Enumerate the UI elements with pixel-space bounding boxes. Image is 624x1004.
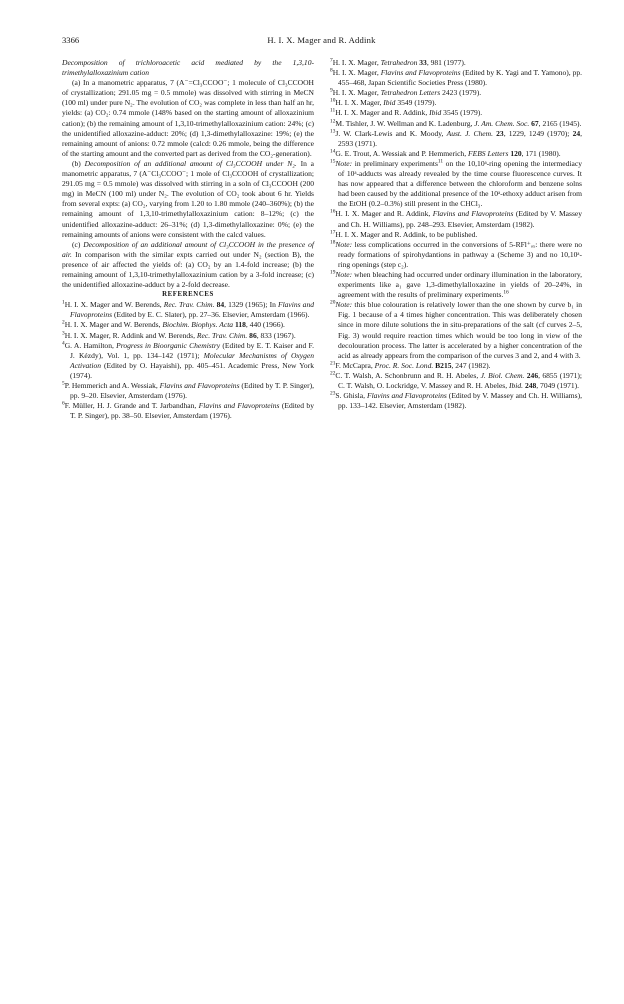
reference-authors: H. I. X. Mager and R. Addink, to be published.	[335, 229, 478, 239]
reference-details: , 981 (1977).	[426, 58, 466, 67]
reference-authors: H. I. X. Mager and R. Addink,	[335, 209, 433, 219]
reference-details: (Edited by V. Massey and Ch. H. Williams), pp. 248–293. Elsevier, Amsterdam (1982).	[338, 209, 583, 229]
reference-volume: 118	[233, 320, 246, 330]
reference-number: 1	[62, 299, 65, 306]
reference-volume: 23	[492, 128, 504, 138]
reference-item	[330, 361, 582, 371]
reference-item	[330, 68, 582, 88]
left-column	[62, 58, 314, 421]
reference-item	[330, 240, 582, 270]
reference-item	[330, 159, 582, 209]
paragraph-c-title: Decomposition of an additional amount of Cl₃CCOOH in the presence of air.	[62, 239, 314, 259]
reference-details: (Edited by K. Yagi and T. Yamono), pp. 455–468, Japan Scientific Societies Press (1980).	[338, 68, 583, 88]
reference-item	[330, 391, 582, 411]
reference-authors: F. McCapra,	[335, 360, 375, 370]
reference-number: 19	[330, 269, 336, 276]
reference-authors: H. I. X. Mager,	[335, 98, 384, 108]
reference-source: Flavins and Flavoproteins	[380, 68, 461, 78]
reference-number: 22	[330, 370, 336, 377]
reference-authors: H. I. X. Mager and W. Berends,	[64, 320, 163, 330]
reference-number: 10	[330, 97, 336, 104]
reference-source: Rec. Trav. Chim.	[196, 330, 248, 340]
reference-number: 18	[330, 239, 336, 246]
reference-item	[330, 371, 582, 391]
reference-item	[330, 149, 582, 159]
reference-number: 7	[330, 57, 333, 64]
reference-number: 23	[330, 390, 336, 397]
reference-authors: H. I. X. Mager,	[332, 68, 381, 78]
reference-volume: 86	[247, 330, 257, 340]
reference-details: (Edited by T. P. Singer), pp. 9–20. Elsevier, Amsterdam (1976).	[70, 381, 314, 401]
reference-authors: H. I. X. Mager and R. Addink,	[335, 108, 430, 118]
note-text: this blue colouration is relatively lower than the one shown by curve b₁ in Fig. 1 because of a 4 times higher concentration. This was deliberately chosen since in more dilute solutions the in situ-preparations of the salt (cf curves 2–5, Fig. 3) would require reaction times which would be too long in view of the decolouration process. The latter is accelerated by a higher concentration of the acid as already appears from the comparison of the curves 3 and 2, and 4 with 3.	[338, 300, 582, 360]
reference-details: , 1229, 1249 (1970);	[503, 128, 573, 138]
reference-source: Flavins and Flavoproteins	[159, 381, 240, 390]
reference-authors: S. Ghisla,	[335, 391, 367, 401]
reference-number: 2	[62, 319, 65, 326]
reference-authors: H. I. X. Mager,	[332, 58, 381, 67]
note-label: Note:	[335, 239, 353, 249]
reference-details: 2423 (1979).	[440, 88, 482, 98]
reference-number: 16	[330, 208, 336, 215]
paragraph-c	[62, 240, 314, 290]
reference-authors: J. W. Clark-Lewis and K. Moody,	[335, 128, 447, 138]
reference-source: Ibid	[429, 108, 442, 118]
reference-details: (Edited by V. Massey and Ch. H. Williams), pp. 133–142. Elsevier, Amsterdam (1982).	[338, 391, 582, 411]
reference-item	[62, 320, 314, 330]
reference-details: 3545 (1979).	[441, 108, 483, 118]
reference-volume: 246	[524, 370, 539, 380]
reference-authors: G. E. Trout, A. Wessiak and P. Hemmerich,	[335, 148, 468, 158]
reference-item	[62, 381, 314, 401]
reference-authors: F. Müller, H. J. Grande and T. Jarbandhan,	[64, 401, 199, 411]
reference-source: J. Biol. Chem.	[480, 370, 525, 380]
reference-source: Tetrahedron Letters	[380, 88, 441, 98]
reference-authors: H. I. X. Mager and W. Berends,	[64, 300, 164, 310]
reference-source: Ibid	[383, 98, 396, 108]
section-title: Decomposition of trichloroacetic acid mediated by the 1,3,10-trimethylalloxazinium cation	[62, 58, 314, 78]
paragraph-b-body: In a manometric apparatus, 7 (A⁻Cl₃CCOO⁻; 1 mole of Cl₃CCOOH of crystallization; 291.05 mg = 0.5 mmole) was dissolved with stirring in a soln of Cl₃CCOOH (200 mg) in MeCN (100 ml) under N₂. The evolution of CO₂ took about 6 hr. Yields from several expts: (a) CO₂, varying from 1.20 to 1.80 mmole (240–360%); (b) the remaining amount of 1,3,10-trimethylalloxazinium cation: 8–12%; (c) the unidentified alloxazine-adduct: 26–31%; (d) 1,3-dimethylalloxazine: 0%; (e) the remaining amounts of anions were consistent with the calcd values.	[62, 158, 314, 239]
reference-details: (Edited by E. T. Kaiser and F. J. Kézdy), Vol. 1, pp. 134–142 (1971);	[70, 340, 314, 360]
running-title: H. I. X. Mager and R. Addink	[267, 35, 376, 45]
reference-number: 12	[330, 118, 336, 125]
reference-details: , 247 (1982).	[451, 360, 491, 370]
reference-authors: H. I. X. Mager, R. Addink and W. Berends,	[64, 330, 197, 340]
reference-item	[330, 119, 582, 129]
reference-number: 21	[330, 360, 336, 367]
citation-superscript: 16	[503, 289, 509, 296]
reference-volume: 67	[529, 118, 539, 128]
reference-item	[330, 129, 582, 149]
reference-volume: 84	[214, 300, 225, 310]
note-text: in preliminary experiments	[352, 158, 438, 168]
reference-item	[330, 270, 582, 300]
reference-number: 11	[330, 107, 336, 114]
reference-number: 9	[330, 87, 333, 94]
note-label: Note:	[335, 269, 353, 279]
reference-number: 4	[62, 340, 65, 347]
reference-authors: M. Tishler, J. W. Wellman and K. Ladenburg,	[335, 118, 475, 128]
reference-number: 20	[330, 299, 336, 306]
paragraph-c-label: (c)	[72, 239, 81, 249]
reference-item	[62, 300, 314, 320]
reference-source: FEBS Letters	[467, 148, 509, 158]
reference-number: 5	[62, 380, 65, 387]
reference-item	[62, 401, 314, 421]
reference-details: , 171 (1980).	[521, 148, 561, 158]
reference-volume: 33	[417, 58, 427, 67]
note-text: when bleaching had occurred under ordinary illumination in the laboratory, experiments like a₁ gave 1,3-dimethylalloxazine in yields of 20–24%, in agreement with the results of preliminary experiments.	[338, 269, 582, 300]
reference-details: , 1329 (1965); In	[224, 300, 278, 310]
reference-item	[330, 88, 582, 98]
reference-source: Biochim. Biophys. Acta	[162, 320, 234, 330]
reference-details: , 440 (1966).	[245, 320, 285, 330]
reference-authors: H. I. X. Mager,	[332, 88, 381, 98]
note-label: Note:	[335, 158, 353, 168]
note-label: Note:	[335, 300, 353, 310]
reference-number: 15	[330, 158, 336, 165]
reference-source: Flavins and Flavoproteins	[70, 300, 314, 320]
note-text: on the 10,10ᵃ-ring opening the intermediacy of 10ᵃ-adducts was already revealed by the time course fluorescence curves. It has now appeared that a difference between the chloroform and benzene solns had been caused by the additional presence of the 10ᵃ-ethoxy adduct arisen from the EtOH (0.2–0.3%) still present in the CHCl₃.	[338, 158, 582, 209]
reference-authors: P. Hemmerich and A. Wessiak,	[64, 381, 160, 390]
reference-volume: B215	[433, 360, 452, 370]
note-text: less complications occurred in the conversions of 5-RFl⁺ₒₓ: there were no ready formations of spirohydantions in pathway a (Scheme 3) and no 10,10ᵃ-ring openings (step c₂).	[338, 239, 582, 269]
reference-details: (Edited by T. P. Singer), pp. 38–50. Elsevier, Amsterdam (1976).	[70, 401, 314, 421]
reference-source: Proc. R. Soc. Lond.	[374, 360, 434, 370]
reference-item	[330, 98, 582, 108]
page-number: 3366	[62, 35, 80, 45]
reference-item	[330, 58, 582, 68]
reference-details: (Edited by E. C. Slater), pp. 27–36. Elsevier, Amsterdam (1966).	[112, 310, 310, 320]
paragraph-b-label: (b)	[72, 158, 81, 168]
reference-item	[330, 230, 582, 240]
reference-volume: 120	[508, 148, 522, 158]
reference-item	[330, 108, 582, 118]
reference-details: , 6855 (1971); C. T. Walsh, O. Lockridge, V. Massey and R. H. Abeles,	[338, 370, 582, 390]
paragraph-b	[62, 159, 314, 240]
reference-volume: 24	[572, 128, 581, 138]
reference-item	[62, 341, 314, 381]
reference-source: Progress in Bioorganic Chemistry	[116, 340, 221, 350]
reference-authors: G. A. Hamilton,	[64, 340, 117, 350]
reference-details: , 2165 (1945).	[538, 118, 582, 128]
reference-details: 3549 (1979).	[395, 98, 437, 108]
reference-details: (Edited by O. Hayaishi), pp. 405–451. Academic Press, New York (1974).	[70, 360, 314, 380]
paragraph-a: (a) In a manometric apparatus, 7 (A⁻=Cl₃CCOO⁻; 1 molecule of Cl₃CCOOH of crystallization; 291.05 mg = 0.5 mmole) was dissolved with stirring in MeCN (100 ml) under pure N₂. The evolution of CO₂ was complete in less than half an hr, yields: (a) CO₂: 0.74 mmole (148% based on the starting amount of alloxazinium cation); (b) the remaining amount of 1,3,10-trimethylalloxazinium cation: 24%; (c) the unidentified alloxazine-adduct: 20%; (d) 1,3-dimethylalloxazine: 19%; (e) the remaining amount of anions: 0.72 mmole (calcd: 0.26 mmole, being the difference of the starting amount and the converted part as derived from the CO₂-generation).	[62, 78, 314, 158]
reference-number: 3	[62, 330, 65, 337]
reference-number: 14	[330, 148, 336, 155]
references-heading: REFERENCES	[162, 291, 214, 299]
reference-volume: 248	[524, 381, 537, 390]
reference-source: J. Am. Chem. Soc.	[474, 118, 530, 128]
reference-number: 13	[330, 128, 336, 135]
reference-source: Rec. Trav. Chim.	[163, 300, 215, 310]
reference-details: , 7049 (1971).	[536, 381, 580, 390]
reference-list-right	[330, 58, 582, 411]
reference-number: 17	[330, 229, 336, 236]
reference-item	[330, 209, 582, 229]
reference-source: Molecular Mechanisms of Oxygen Activation	[70, 350, 314, 370]
reference-list-left	[62, 300, 314, 421]
reference-number: 6	[62, 400, 65, 407]
paragraph-c-body: In comparison with the similar expts carried out under N₂ (section B), the presence of air affected the yields of: (a) CO₂ by an 1.4-fold increase; (b) the remaining amount of 1,3,10-trimethylalloxazinium cation by a 3-fold increase; (c) the unidentified alloxazine-adduct by a 2-fold decrease.	[62, 249, 315, 290]
reference-source: Flavins and Flavoproteins	[366, 391, 447, 401]
reference-authors: C. T. Walsh, A. Schonbrunn and R. H. Abeles,	[335, 370, 481, 380]
right-column	[330, 58, 582, 411]
paragraph-b-title: Decomposition of an additional amount of Cl₃CCOOH under N₂.	[84, 158, 297, 168]
reference-details: , 833 (1967).	[256, 330, 296, 340]
reference-item	[62, 331, 314, 341]
reference-item	[330, 300, 582, 361]
reference-source: Tetrahedron	[380, 58, 418, 67]
reference-details: , 2593 (1971).	[338, 128, 583, 148]
reference-source: Aust. J. Chem.	[446, 128, 493, 138]
reference-source: Flavins and Flavoproteins	[432, 209, 514, 219]
reference-source: Ibid.	[509, 381, 524, 390]
reference-number: 8	[330, 67, 333, 74]
citation-superscript: 11	[437, 158, 444, 165]
reference-source: Flavins and Flavoproteins	[198, 401, 280, 411]
page-header	[62, 33, 581, 47]
